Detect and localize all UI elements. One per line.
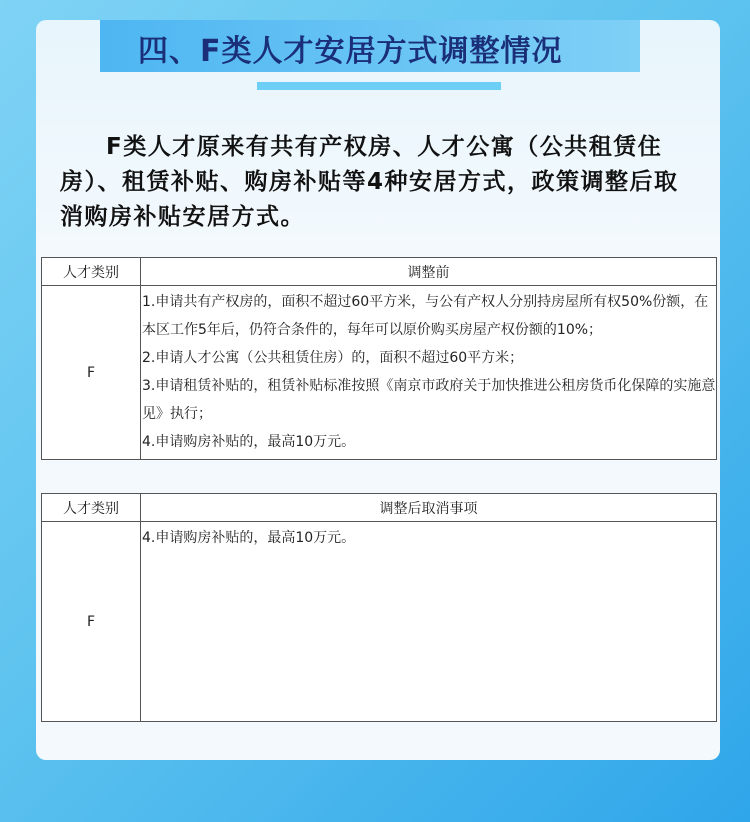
content-cell: 4.申请购房补贴的，最高10万元。 [141,522,717,722]
category-cell: F [42,286,141,460]
table-row [42,286,717,460]
header-talent-category: 人才类别 [42,494,141,522]
list-item: 4.申请购房补贴的，最高10万元。 [142,434,356,450]
table-row [42,522,717,722]
category-cell: F [42,522,141,722]
table-before-adjustment [41,257,717,460]
header-cancelled: 调整后取消事项 [141,494,717,522]
page-title: 四、F类人才安居方式调整情况 [138,34,563,69]
list-item: 2.申请人才公寓（公共租赁住房）的，面积不超过60平方米； [142,350,524,366]
list-item: 1.申请共有产权房的，面积不超过60平方米，与公有产权人分别持房屋所有权50%份额，在本区工作5年后，仍符合条件的，每年可以原价购买房屋产权份额的10%； [142,294,709,338]
header-before: 调整前 [141,258,717,286]
title-underline [257,82,501,90]
table-header-row [42,494,717,522]
table-header-row [42,258,717,286]
list-item: 3.申请租赁补贴的，租赁补贴标准按照《南京市政府关于加快推进公租房货币化保障的实施意见》执行； [142,378,716,422]
content-cell [141,286,717,460]
header-talent-category: 人才类别 [42,258,141,286]
table-cancelled-items [41,493,717,722]
intro-text: F类人才原来有共有产权房、人才公寓（公共租赁住房）、租赁补贴、购房补贴等4种安居方式，政策调整后取消购房补贴安居方式。 [60,134,679,230]
intro-paragraph [60,130,700,235]
